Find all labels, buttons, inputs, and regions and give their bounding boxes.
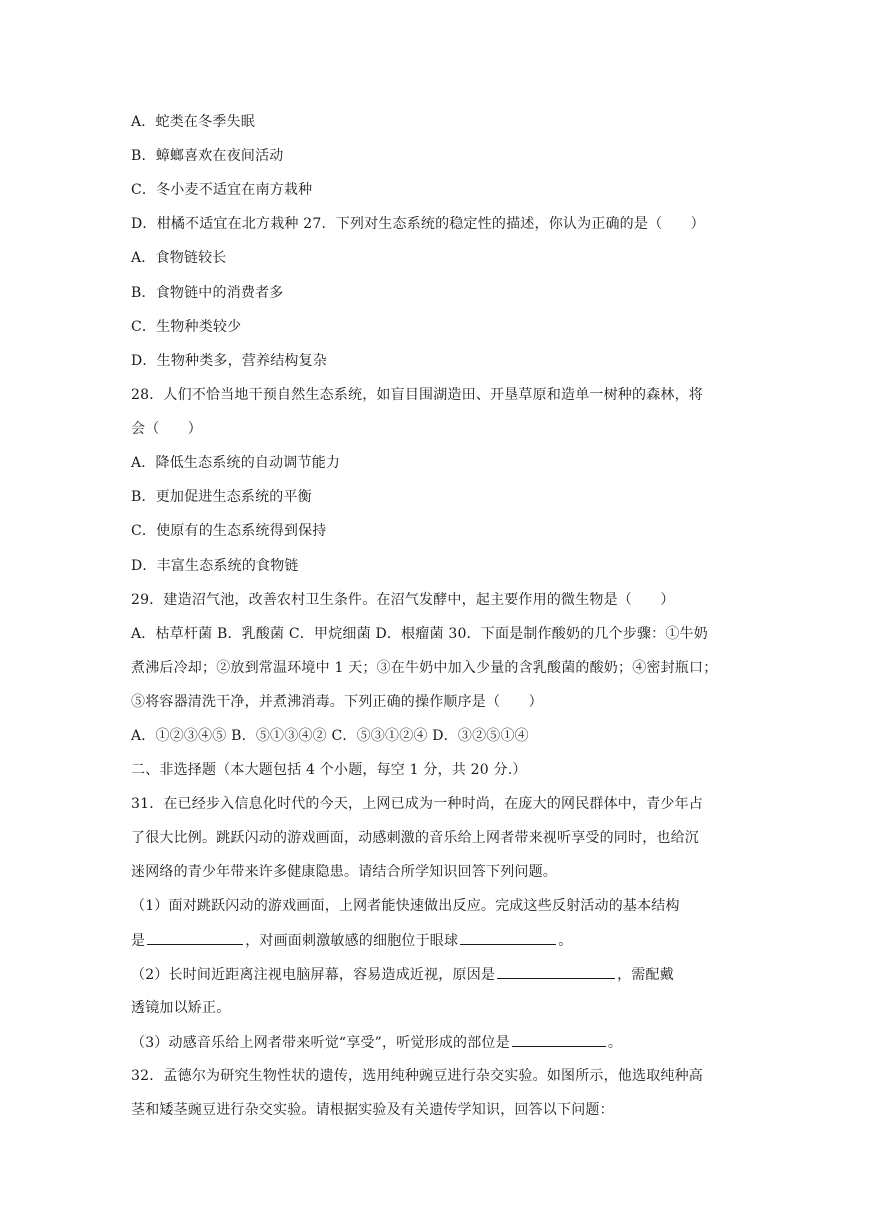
q27-option-d: D．生物种类多，营养结构复杂 — [131, 353, 328, 369]
answer-blank[interactable] — [497, 964, 615, 979]
q32-line2: 茎和矮茎豌豆进行杂交实验。请根据实验及有关遗传学知识，回答以下问题： — [131, 1102, 614, 1118]
q28-stem-line1: 28．人们不恰当地干预自然生态系统，如盲目围湖造田、开垦草原和造单一树种的森林，将 — [131, 387, 704, 403]
q26-option-c: C．冬小麦不适宜在南方栽种 — [131, 182, 313, 198]
answer-blank[interactable] — [460, 930, 556, 945]
q27-option-b: B．食物链中的消费者多 — [131, 285, 284, 301]
q31-part2-text-a: （2）长时间近距离注视电脑屏幕，容易造成近视，原因是 — [131, 967, 496, 983]
section-2-title: 二、非选择题（本大题包括 4 个小题，每空 1 分，共 20 分.） — [131, 762, 527, 778]
q31-part2-text-b: ，需配戴 — [617, 967, 674, 983]
q31-part1-line1: （1）面对跳跃闪动的游戏画面，上网者能快速做出反应。完成这些反射活动的基本结构 — [131, 898, 680, 914]
q26-option-b: B．蟑螂喜欢在夜间活动 — [131, 148, 284, 164]
q29-stem: 29．建造沼气池，改善农村卫生条件。在沼气发酵中，起主要作用的微生物是（ ） — [131, 592, 675, 608]
q31-line1: 31．在已经步入信息化时代的今天，上网已成为一种时尚，在庞大的网民群体中，青少年占 — [131, 796, 704, 812]
q31-part3-text-a: （3）动感音乐给上网者带来听觉“享受”，听觉形成的部位是 — [131, 1035, 510, 1051]
q31-part1-line2 — [131, 930, 572, 951]
q26-option-d-q27-stem: D．柑橘不适宜在北方栽种 27．下列对生态系统的稳定性的描述，你认为正确的是（ ） — [131, 216, 705, 232]
q29-options-q30-stem: A．枯草杆菌 B．乳酸菌 C．甲烷细菌 D．根瘤菌 30．下面是制作酸奶的几个步骤：①牛奶 — [131, 626, 708, 642]
q31-part1-text-c: 。 — [558, 933, 573, 949]
q31-part3-text-b: 。 — [607, 1035, 623, 1051]
q30-line2: 煮沸后冷却；②放到常温环境中 1 天；③在牛奶中加入少量的含乳酸菌的酸奶；④密封瓶口； — [131, 660, 718, 676]
q31-line3: 迷网络的青少年带来许多健康隐患。请结合所学知识回答下列问题。 — [131, 864, 557, 880]
q31-part2-line2: 透镜加以矫正。 — [131, 1000, 231, 1016]
q31-part1-text-b: ，对画面刺激敏感的细胞位于眼球 — [245, 933, 459, 949]
q26-option-a: A．蛇类在冬季失眠 — [131, 114, 255, 130]
q28-option-b: B．更加促进生态系统的平衡 — [131, 489, 312, 505]
q28-stem-line2: 会（ ） — [131, 421, 202, 437]
q27-option-c: C．生物种类较少 — [131, 319, 242, 335]
q31-part3-line — [131, 1032, 622, 1053]
q30-line3: ⑤将容器清洗干净，并煮沸消毒。下列正确的操作顺序是（ ） — [131, 694, 543, 710]
q27-option-a: A．食物链较长 — [131, 250, 227, 266]
q31-part1-text-a: 是 — [131, 933, 146, 949]
answer-blank[interactable] — [512, 1032, 606, 1047]
q28-option-a: A．降低生态系统的自动调节能力 — [131, 455, 341, 471]
answer-blank[interactable] — [147, 930, 243, 945]
q32-line1: 32．孟德尔为研究生物性状的遗传，选用纯种豌豆进行杂交实验。如图所示，他选取纯种高 — [131, 1068, 704, 1084]
q31-part2-line1 — [131, 964, 674, 985]
q28-option-d: D．丰富生态系统的食物链 — [131, 558, 299, 574]
q31-line2: 了很大比例。跳跃闪动的游戏画面，动感刺激的音乐给上网者带来视听享受的同时，也给沉 — [131, 830, 699, 846]
q28-option-c: C．使原有的生态系统得到保持 — [131, 523, 327, 539]
q30-options: A．①②③④⑤ B．⑤①③④② C．⑤③①②④ D．③②⑤①④ — [131, 728, 529, 744]
